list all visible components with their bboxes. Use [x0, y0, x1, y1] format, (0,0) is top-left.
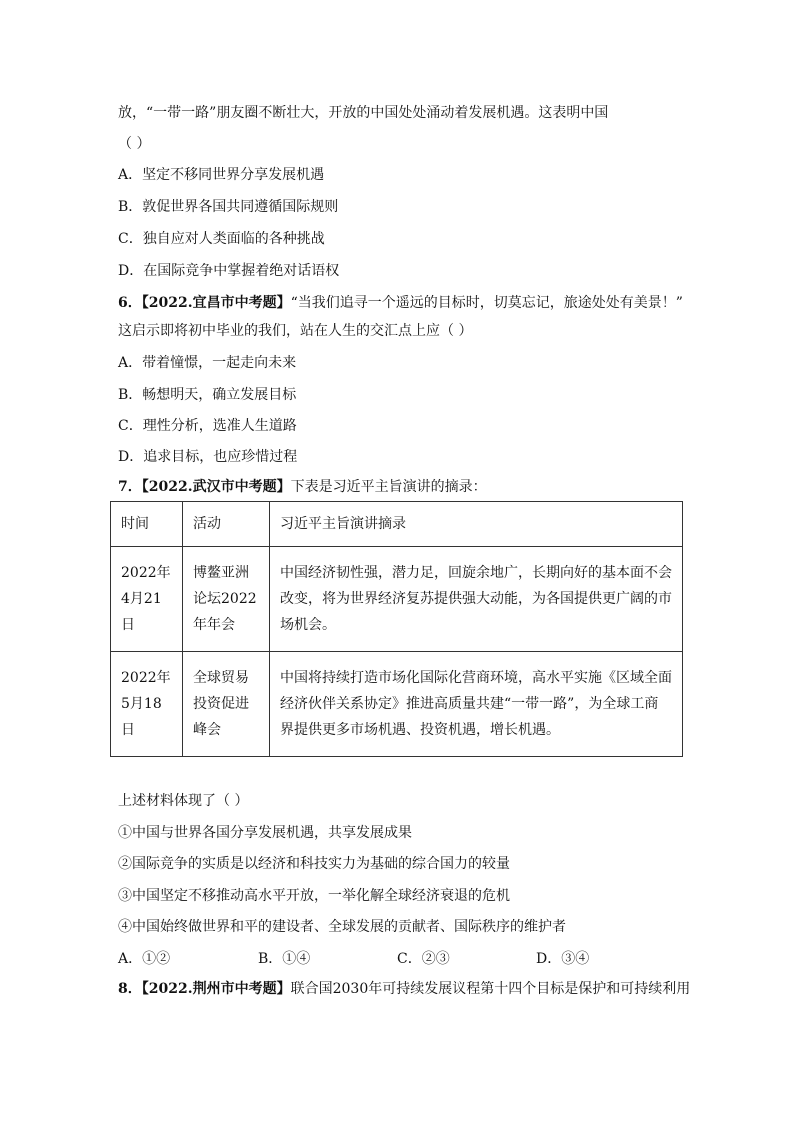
q8-number: 8． [118, 981, 142, 997]
q6-number: 6． [118, 295, 142, 311]
q7-question: 上述材料体现了（ ） [118, 793, 249, 809]
speech-excerpt-table [110, 501, 683, 757]
q7-option-d: D．③④ [536, 951, 590, 967]
table-header-row [111, 502, 683, 547]
q5-option-a: A．坚定不移同世界分享发展机遇 [118, 167, 325, 183]
q7-statement-3: ③中国坚定不移推动高水平开放，一举化解全球经济衰退的危机 [118, 888, 510, 904]
q6-stem-line1 [118, 294, 683, 312]
q7-option-a: A．①② [118, 951, 171, 967]
q6-source: 【2022.宜昌市中考题】 [141, 295, 291, 311]
q7-statement-1: ①中国与世界各国分享发展机遇，共享发展成果 [118, 825, 412, 841]
q7-number: 7． [118, 479, 142, 495]
q5-answer-paren: （ ） [118, 136, 151, 152]
q8-source: 【2022.荆州市中考题】 [141, 981, 291, 997]
table-cell-activity: 全球贸易投资促进峰会 [183, 652, 270, 757]
q7-intro: 下表是习近平主旨演讲的摘录： [290, 479, 487, 495]
table-cell-activity: 博鳌亚洲论坛2022年年会 [183, 547, 270, 652]
table-cell-quote: 中国经济韧性强，潜力足，回旋余地广，长期向好的基本面不会改变，将为世界经济复苏提供强大动能，为各国提供更广阔的市场机会。 [270, 547, 683, 652]
q6-option-a: A．带着憧憬，一起走向未来 [118, 355, 297, 371]
q8-stem [118, 980, 690, 998]
q5-option-c: C．独自应对人类面临的各种挑战 [118, 231, 325, 247]
table-header-time: 时间 [111, 502, 183, 547]
q7-option-c: C．②③ [397, 951, 450, 967]
q7-statement-4: ④中国始终做世界和平的建设者、全球发展的贡献者、国际秩序的维护者 [118, 919, 566, 935]
q8-text: 联合国2030年可持续发展议程第十四个目标是保护和可持续利用 [290, 981, 691, 997]
table-header-activity: 活动 [183, 502, 270, 547]
q7-source: 【2022.武汉市中考题】 [141, 479, 291, 495]
table-row [111, 652, 683, 757]
q6-option-b: B．畅想明天，确立发展目标 [118, 387, 297, 403]
q6-option-c: C．理性分析，选准人生道路 [118, 418, 297, 434]
q5-option-d: D．在国际竞争中掌握着绝对话语权 [118, 263, 340, 279]
q5-option-b: B．敦促世界各国共同遵循国际规则 [118, 199, 339, 215]
table-row [111, 547, 683, 652]
table-cell-quote: 中国将持续打造市场化国际化营商环境，高水平实施《区域全面经济伙伴关系协定》推进高质量共建“一带一路”，为全球工商界提供更多市场机遇、投资机遇，增长机遇。 [270, 652, 683, 757]
q7-statement-2: ②国际竞争的实质是以经济和科技实力为基础的综合国力的较量 [118, 856, 510, 872]
q6-stem-line2: 这启示即将初中毕业的我们，站在人生的交汇点上应（ ） [118, 323, 473, 339]
q6-option-d: D．追求目标，也应珍惜过程 [118, 449, 298, 465]
table-cell-time: 2022年4月21日 [111, 547, 183, 652]
table-header-quote: 习近平主旨演讲摘录 [270, 502, 683, 547]
q5-continuation: 放，“一带一路”朋友圈不断壮大，开放的中国处处涌动着发展机遇。这表明中国 [118, 105, 609, 121]
q7-stem [118, 478, 487, 496]
q7-option-b: B．①④ [258, 951, 311, 967]
table-cell-time: 2022年5月18日 [111, 652, 183, 757]
q6-text1: “当我们追寻一个遥远的目标时，切莫忘记，旅途处处有美景！” [290, 295, 683, 311]
